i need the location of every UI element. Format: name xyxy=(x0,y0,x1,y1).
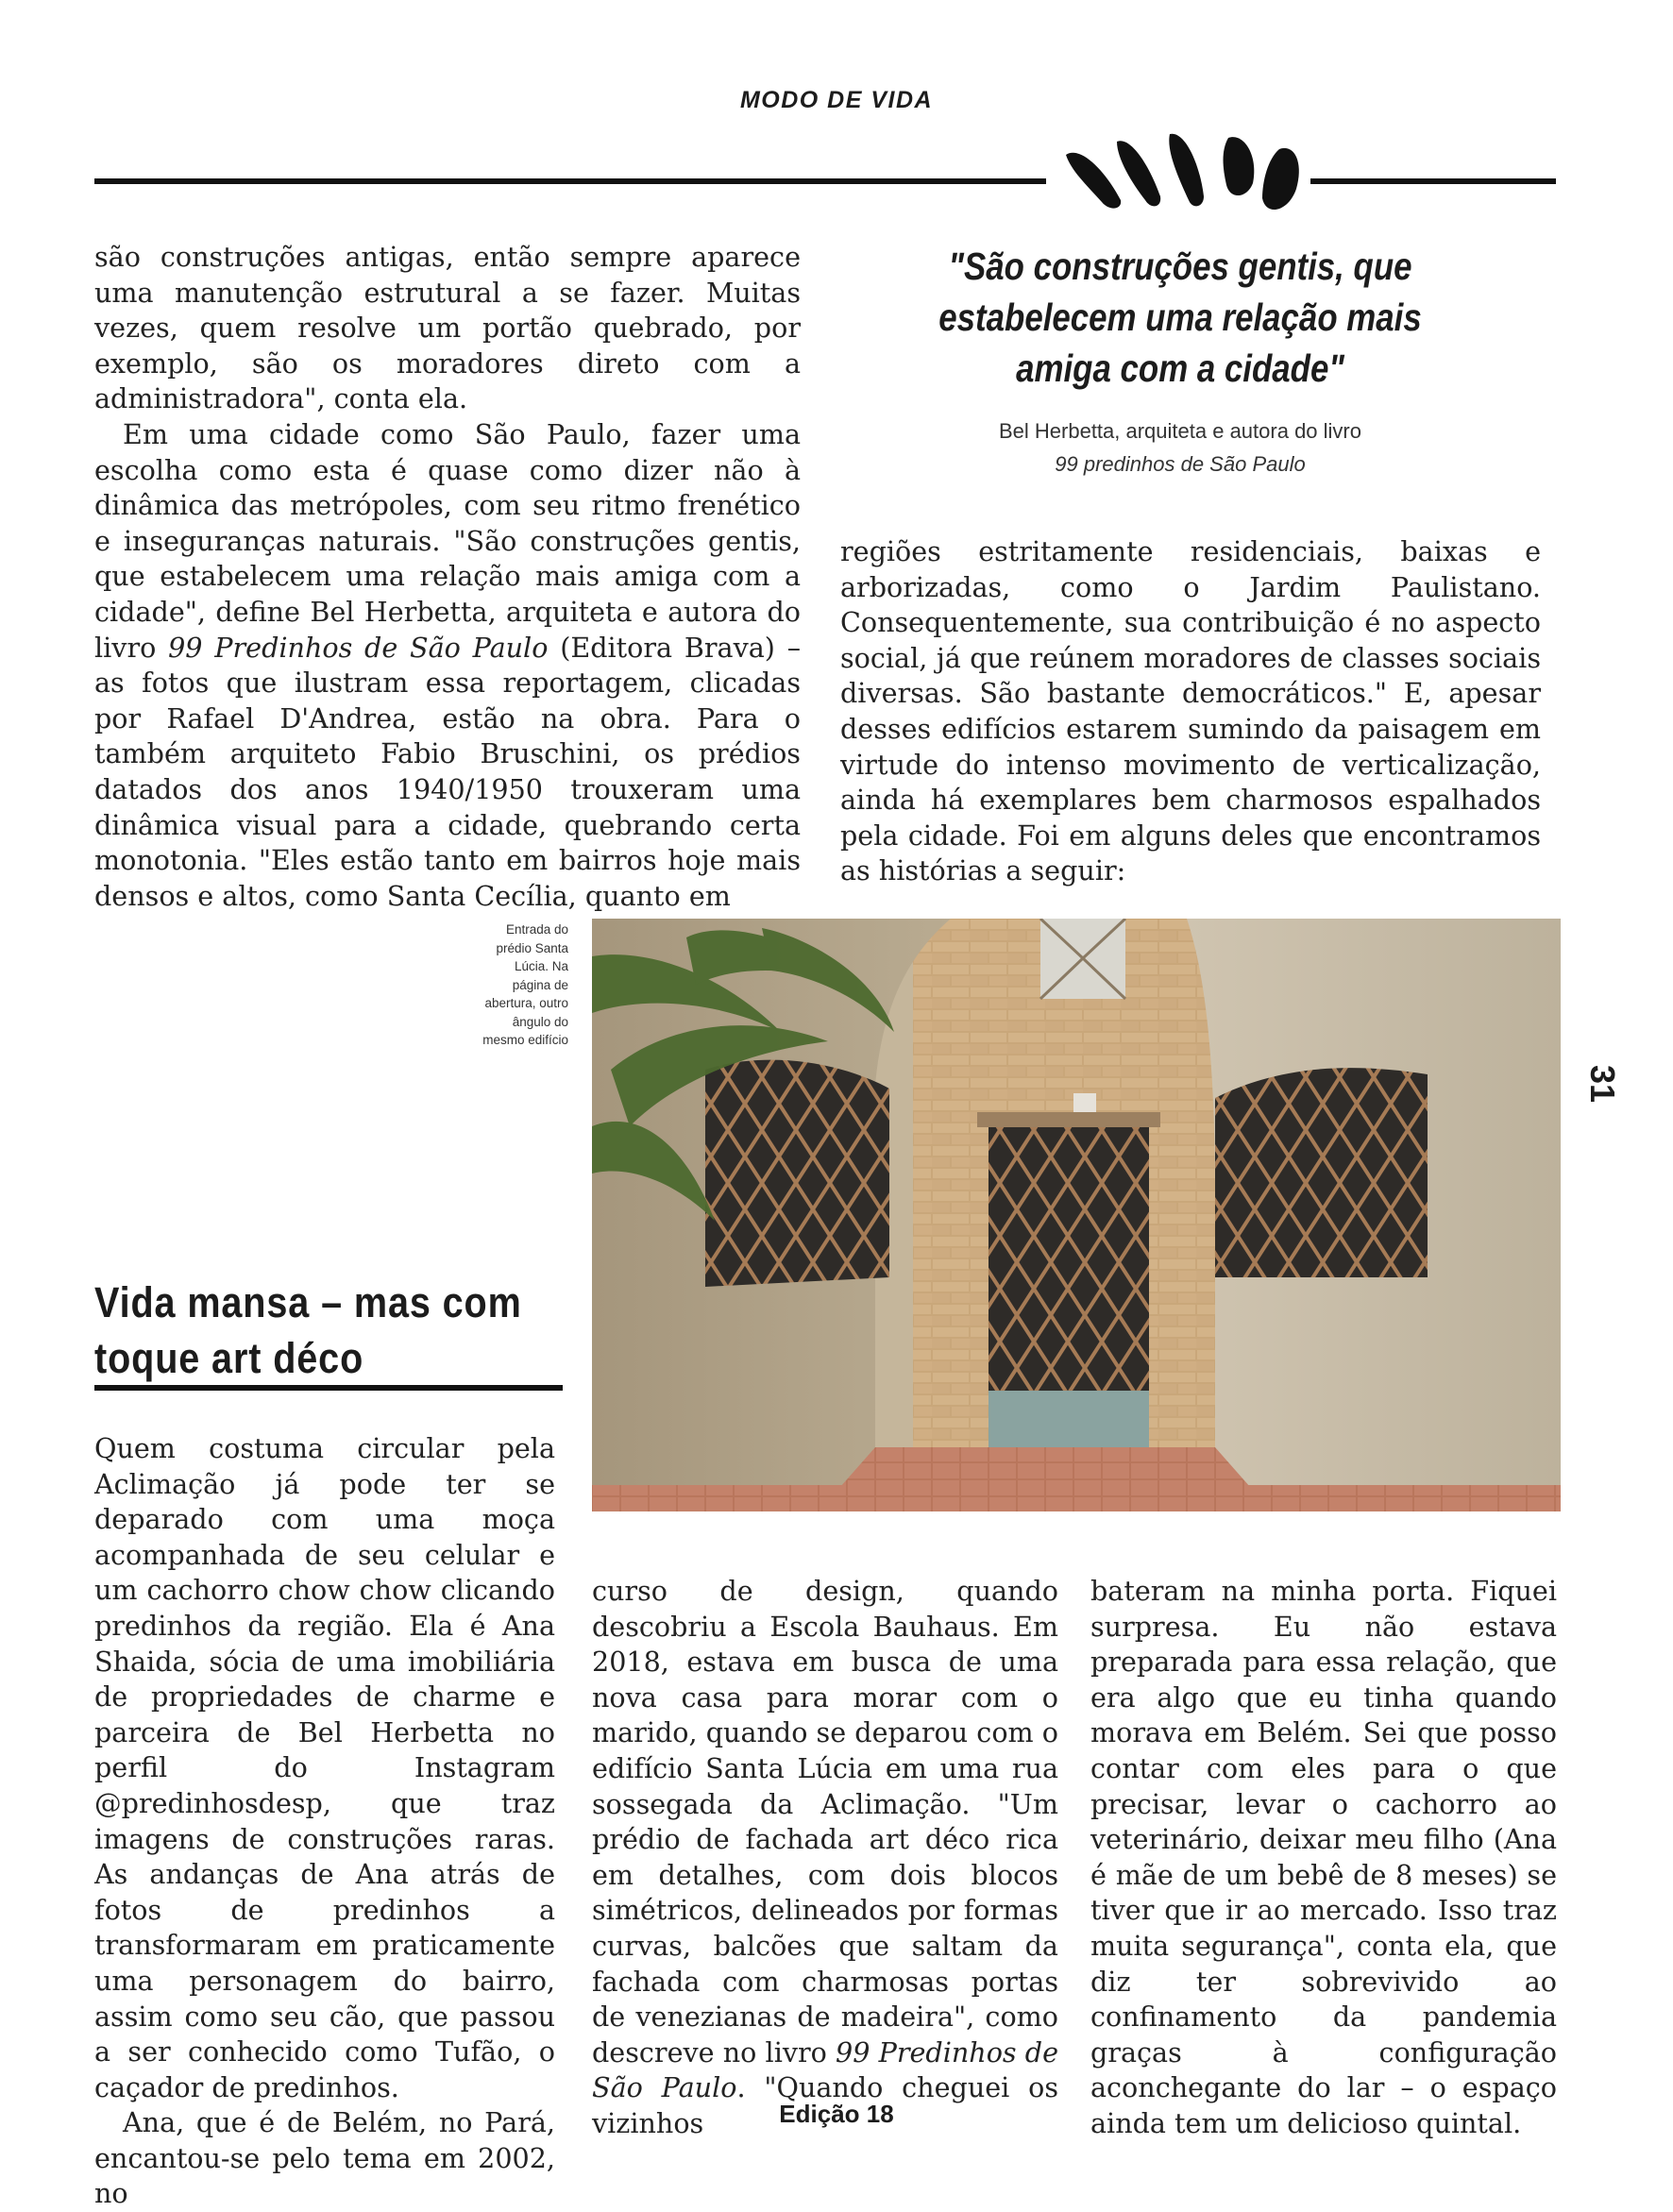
page-number: 31 xyxy=(1583,1065,1622,1104)
quote-attribution xyxy=(850,414,1511,481)
paragraph: regiões estritamente residenciais, baixas e arborizadas, como o Jardim Paulistano. Consequentemente, sua contribuição é no aspecto social, já que reúnem moradores de classes sociais diversas. São bastante democráticos." E, apesar desses edifícios estarem sumindo da paisagem em virtude do intenso movimento de verticalização, ainda há exemplares bem charmosos espalhados pela cidade. Foi em alguns deles que encontramos as histórias a seguir: xyxy=(840,535,1541,887)
paragraph: são construções antigas, então sempre aparece uma manutenção estrutural a se fazer. Muitas vezes, quem resolve um portão quebrado, por exemplo, são os moradores direto com a administradora", conta ela. xyxy=(94,241,801,415)
section-heading xyxy=(94,1275,527,1386)
paragraph: Em uma cidade como São Paulo, fazer uma escolha como esta é quase como dizer não à dinâmica das metrópoles, com seu ritmo frenético e inseguranças naturais. "São construções gentis, que estabelecem uma relação mais amiga com a cidade", define Bel Herbetta, arquiteta e autora do livro 99 Predinhos de São Paulo (Editora Brava) – as fotos que ilustram essa reportagem, clicadas por Rafael D'Andrea, estão na obra. Para o também arquiteto Fabio Bruschini, os prédios datados dos anos 1940/1950 trouxeram uma dinâmica visual para a cidade, quebrando certa monotonia. "Eles estão tanto em bairros hoje mais densos e altos, como Santa Cecília, quanto em xyxy=(94,417,802,912)
paragraph: Quem costuma circular pela Aclimação já pode ter se deparado com uma moça acompanhada de seu celular e um cachorro chow chow clicando predinhos da região. Ela é Ana Shaida, sócia de uma imobiliária de propriedades de charme e parceira de Bel Herbetta no perfil do Instagram @predinhosdesp, que traz imagens de construções raras. As andanças de Ana atrás de fotos de predinhos a transformaram em praticamente uma personagem do bairro, assim como seu cão, que passou a ser conhecido como Tufão, o caçador de predinhos. xyxy=(94,1432,555,2103)
body-column-lower-3 xyxy=(1090,1574,1557,2142)
paragraph: Ana, que é de Belém, no Pará, encantou-se pelo tema em 2002, no xyxy=(94,2106,555,2210)
book-title: 99 Predinhos de São Paulo xyxy=(592,2035,1058,2104)
edition-footer: Edição 18 xyxy=(779,2100,894,2128)
body-column-lower-2 xyxy=(592,1574,1058,2142)
section-heading-line: Vida mansa – mas com xyxy=(94,1278,522,1326)
brush-strokes-ornament xyxy=(1062,130,1308,221)
pull-quote: "São construções gentis, que estabelecem uma relação mais amiga com a cidade" xyxy=(938,245,1422,390)
attribution-text: Bel Herbetta, arquiteta e autora do livro xyxy=(998,419,1361,443)
header-rule-left xyxy=(94,178,1046,184)
building-entrance-photo xyxy=(592,919,1561,1511)
body-column-2 xyxy=(840,534,1541,889)
book-title: 99 predinhos de São Paulo xyxy=(1055,452,1306,476)
section-heading-rule xyxy=(94,1385,563,1391)
section-heading-line: toque art déco xyxy=(94,1334,364,1382)
section-kicker: MODO DE VIDA xyxy=(739,87,934,113)
photo-caption: Entrada do prédio Santa Lúcia. Na página de abertura, outro ângulo do mesmo edifício xyxy=(482,922,568,1047)
book-title: 99 Predinhos de São Paulo xyxy=(168,631,549,664)
paragraph: curso de design, quando descobriu a Escola Bauhaus. Em 2018, estava em busca de uma nova casa para morar com o marido, quando se deparou com o edifício Santa Lúcia em uma rua sossegada da Aclimação. "Um prédio de fachada art déco rica em detalhes, com dois blocos simétricos, delineados por formas curvas, balcões que saltam da fachada com charmosas portas de venezianas de madeira", como descreve no livro 99 Predinhos de São Paulo. "Quando cheguei os vizinhos xyxy=(592,1575,1059,2139)
header-rule-right xyxy=(1310,178,1556,184)
paragraph: bateram na minha porta. Fiquei surpresa. Eu não estava preparada para essa relação, que era algo que eu tinha quando morava em Belém. Sei que posso contar com eles para o que precisar, levar o cachorro ao veterinário, deixar meu filho (Ana é mãe de um bebê de 8 meses) se tiver que ir ao mercado. Isso traz muita segurança", conta ela, que diz ter sobrevivido ao confinamento da pandemia graças à configuração aconchegante do lar – o espaço ainda tem um delicioso quintal. xyxy=(1090,1575,1557,2139)
body-column-lower-1 xyxy=(94,1431,555,2212)
body-column-1 xyxy=(94,240,801,914)
